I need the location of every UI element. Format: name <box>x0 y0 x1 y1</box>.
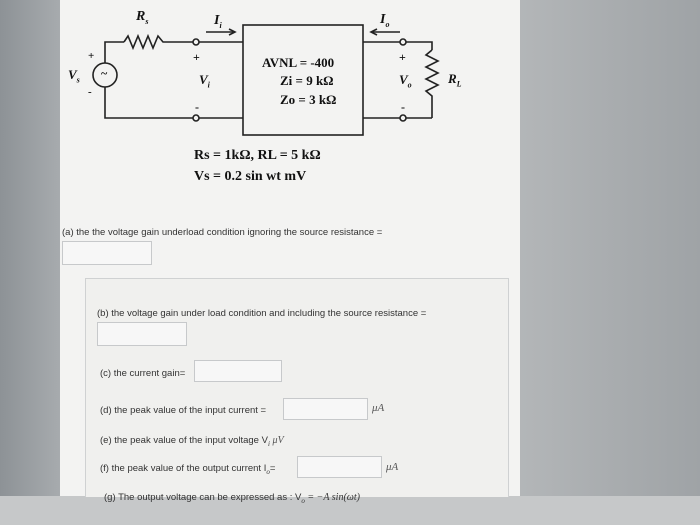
vs-label: $V_s$ <box>68 67 80 85</box>
vi-plus-sign: + <box>193 50 200 64</box>
vo-minus-sign: - <box>401 100 405 114</box>
question-e-label: (e) the peak value of the input voltage $V_i$ μV <box>100 435 284 448</box>
question-f-answer-input[interactable] <box>297 456 382 478</box>
given-source-voltage: Vs = 0.2 sin wt mV <box>194 169 307 184</box>
question-d-unit: μA <box>372 402 385 414</box>
source-minus-sign: - <box>88 86 92 98</box>
question-c-label: (c) the current gain= <box>100 368 186 379</box>
amplifier-circuit-diagram <box>60 8 490 148</box>
question-b-label: (b) the voltage gain under load condition and including the source resistance = <box>97 308 427 319</box>
load-resistor-icon <box>426 50 438 118</box>
vo-label: $V_o$ <box>399 72 412 90</box>
question-f-label: (f) the peak value of the output current $I_o=$ <box>100 463 276 476</box>
source-symbol: ~ <box>101 66 108 80</box>
question-d-answer-input[interactable] <box>283 398 368 420</box>
vi-minus-sign: - <box>195 100 199 114</box>
question-a-answer-input[interactable] <box>62 241 152 265</box>
avnl-value: AVNL = -400 <box>262 55 335 70</box>
question-b-answer-input[interactable] <box>97 322 187 346</box>
rs-label: $R_s$ <box>136 9 149 26</box>
given-resistances: Rs = 1kΩ, RL = 5 kΩ <box>194 148 321 163</box>
question-g-label: (g) The output voltage can be expressed as : $V_o = -A$ sin(ωt) <box>104 492 360 505</box>
input-current-label: $I_i$ <box>214 13 222 30</box>
question-a-label: (a) the the voltage gain underload condition ignoring the source resistance = <box>62 227 383 238</box>
background-right <box>520 0 700 525</box>
rl-label: $R_L$ <box>448 71 462 89</box>
zi-value: Zi = 9 kΩ <box>280 73 334 88</box>
question-d-label: (d) the peak value of the input current = <box>100 405 267 416</box>
zo-value: Zo = 3 kΩ <box>280 92 337 107</box>
output-current-label: $I_o$ <box>380 12 390 29</box>
vi-label: $V_i$ <box>199 72 210 90</box>
source-plus-sign: + <box>88 50 95 62</box>
question-c-answer-input[interactable] <box>194 360 282 382</box>
question-f-unit: μA <box>386 461 399 473</box>
source-resistor-icon <box>124 36 193 48</box>
vo-plus-sign: + <box>399 50 406 64</box>
background-left <box>0 0 60 525</box>
